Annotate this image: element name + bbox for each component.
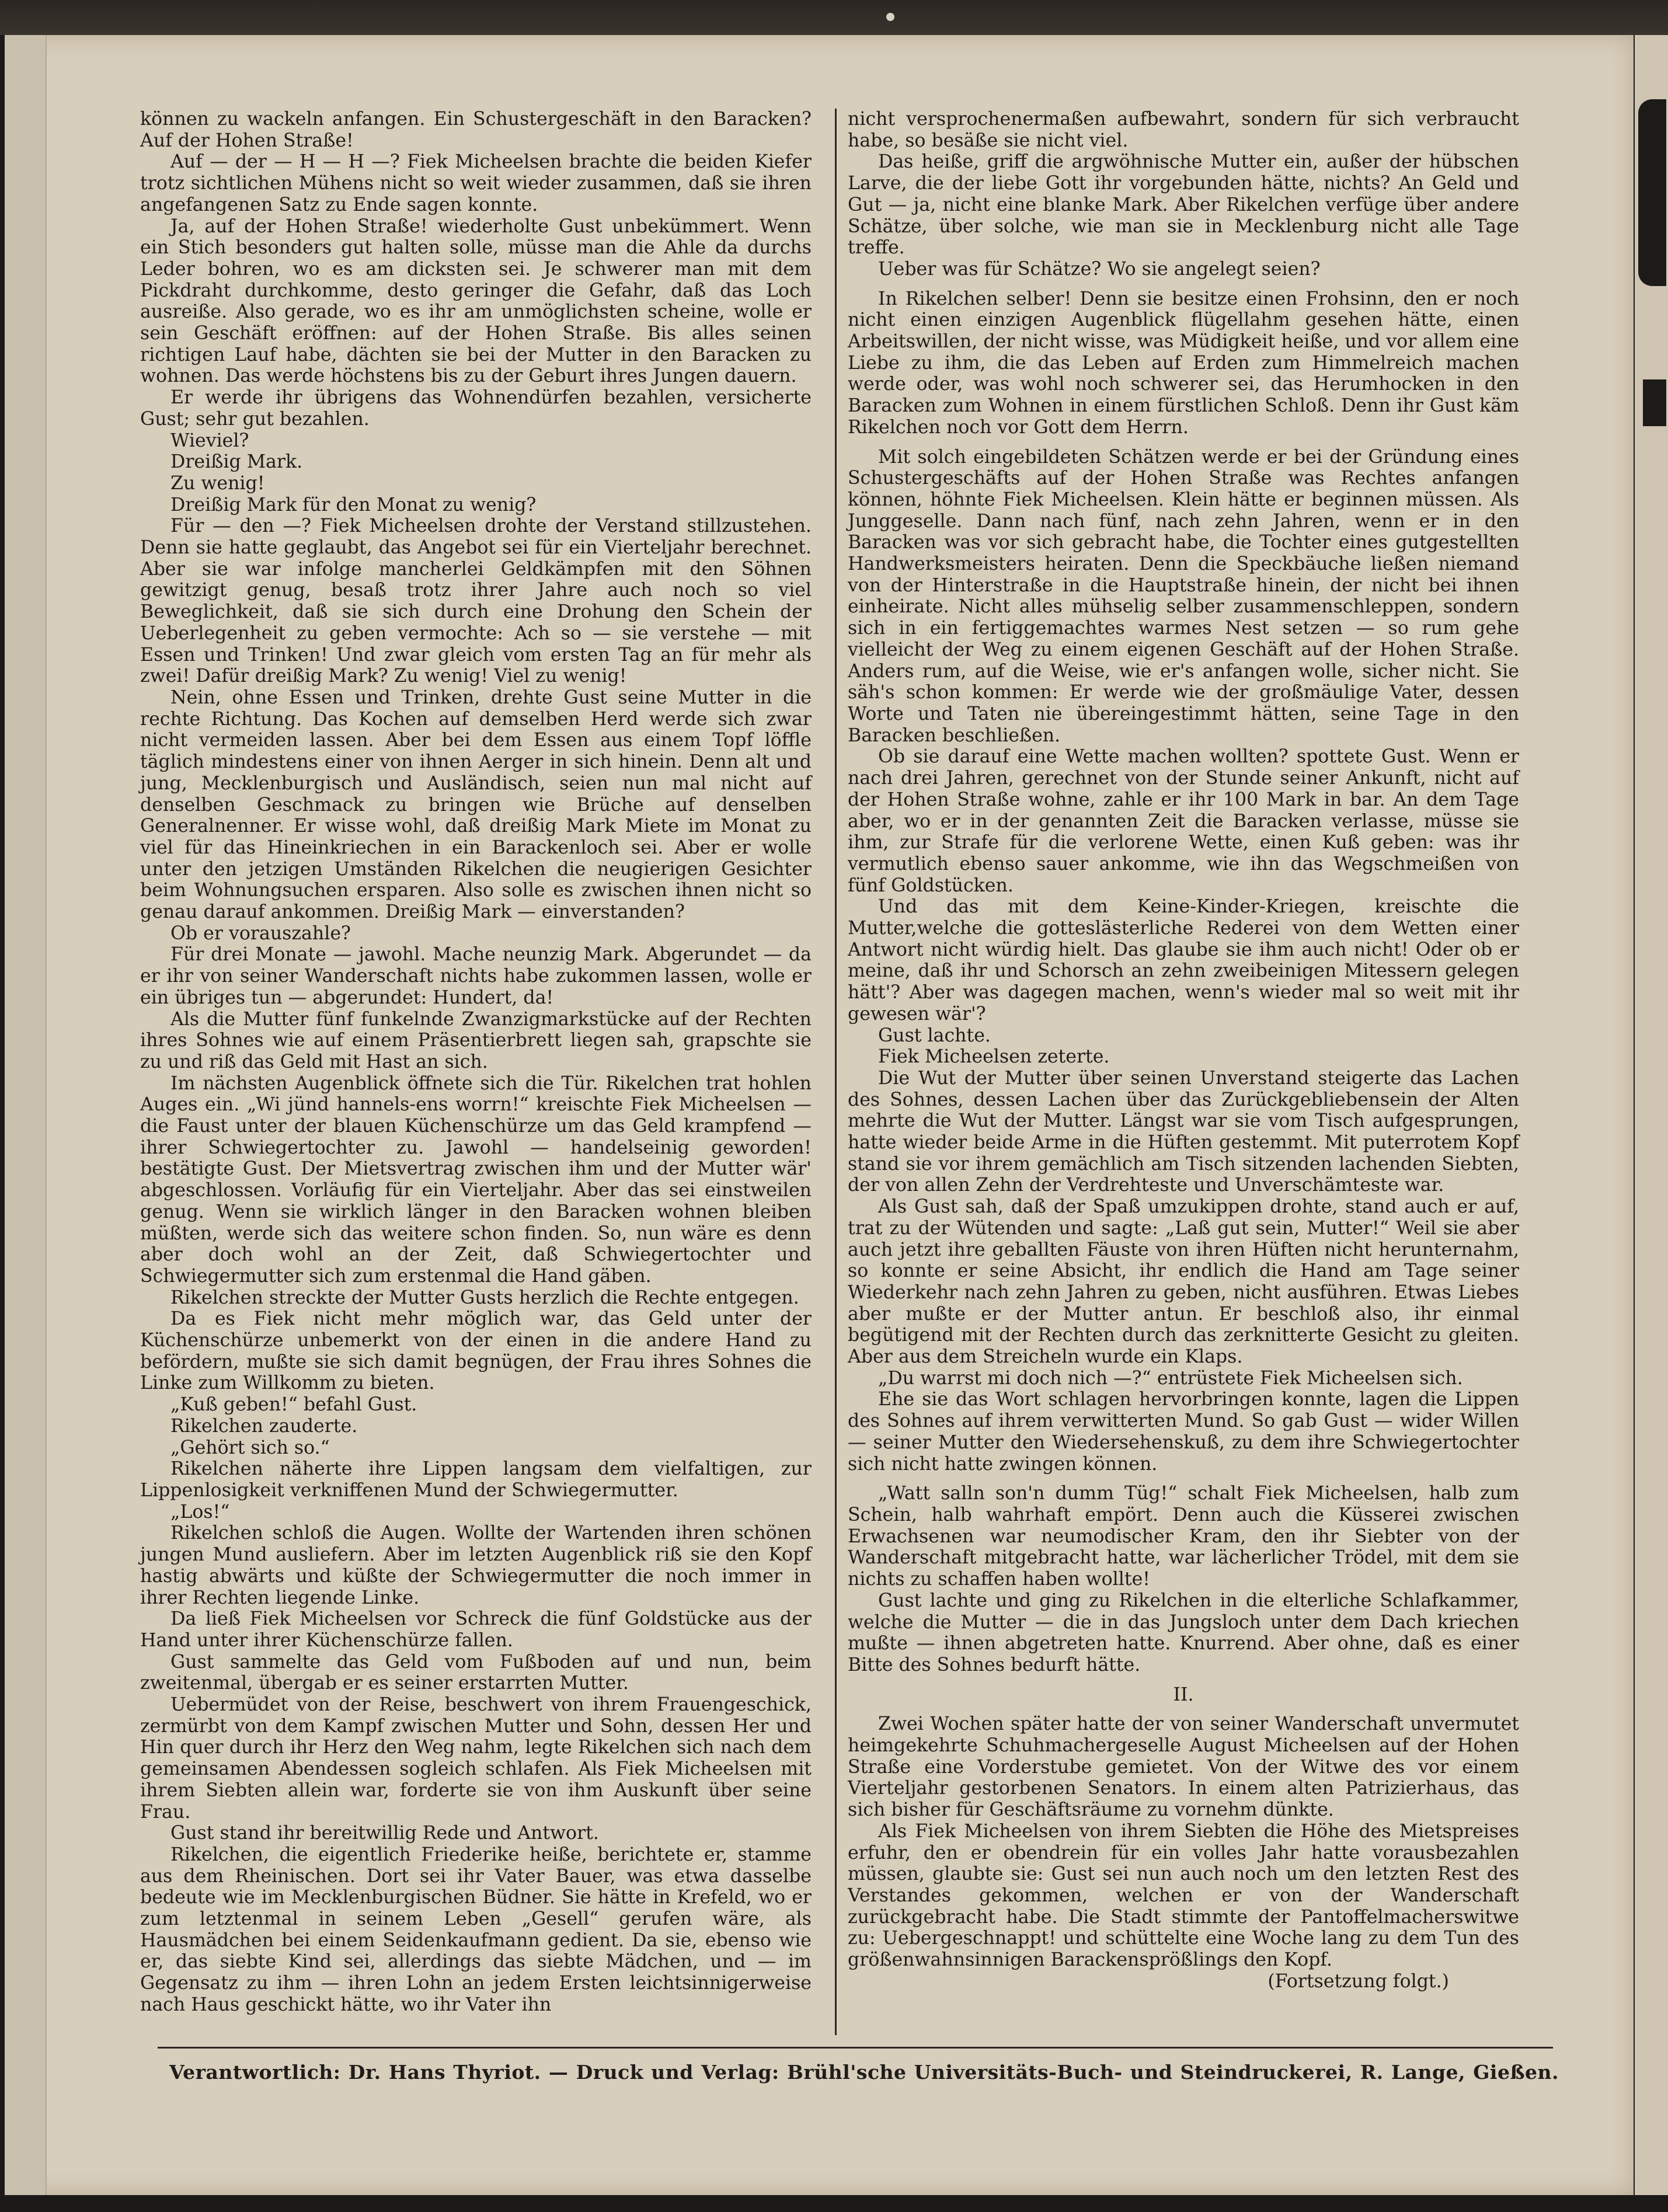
scan-top-edge xyxy=(0,0,1668,35)
paragraph: Das heiße, griff die argwöhnische Mutter ein, außer der hübschen Larve, die der liebe Gott ihr vorgebunden hätte, nichts? An Geld und Gut — ja, nicht eine blanke Mark. Aber Rikelchen verfüge über andere Schätze, über solche, wie man sie in Mecklenburg nicht alle Tage treffe. xyxy=(848,151,1519,259)
paragraph: Gust lachte. xyxy=(878,1025,991,1046)
paragraph: Für — den —? Fiek Micheelsen drohte der Verstand stillzustehen. Denn sie hatte geglaubt, das Angebot sei für ein Vierteljahr berechnet. Aber sie war infolge mancherlei Geldkämpfen mit den Söhnen gewitzigt genug, besaß trotz ihrer Jahre auch noch so viel Beweglichkeit, daß sie sich durch eine Drohung den Schein der Ueberlegenheit zu geben vermochte: Ach so — sie verstehe — mit Essen und Trinken! Und zwar gleich vom ersten Tag an für mehr als zwei! Dafür dreißig Mark? Zu wenig! Viel zu wenig! xyxy=(140,515,812,687)
paragraph: Fiek Micheelsen zeterte. xyxy=(878,1046,1110,1068)
paragraph: nicht versprochenermaßen aufbewahrt, sondern für sich verbraucht habe, so besäße sie nicht viel. xyxy=(848,109,1519,151)
paragraph: „Gehört sich so.“ xyxy=(170,1437,330,1458)
right-column xyxy=(848,109,1519,1992)
paragraph: Ueber was für Schätze? Wo sie angelegt seien? xyxy=(878,258,1321,280)
paragraph: Rikelchen näherte ihre Lippen langsam dem vielfaltigen, zur Lippenlosigkeit verkniffenen Mund der Schwiegermutter. xyxy=(140,1458,812,1501)
paragraph: Wieviel? xyxy=(170,430,249,451)
left-column xyxy=(140,109,812,2016)
paragraph: Als Gust sah, daß der Spaß umzukippen drohte, stand auch er auf, trat zu der Wütenden und sagte: „Laß gut sein, Mutter!“ Weil sie aber auch jetzt ihre geballten Fäuste von ihren Hüften nicht herunternahm, so konnte er seine Absicht, ihr endlich die Hand am Tage seiner Wiederkehr nach zehn Jahren zu geben, nicht ausführen. Etwas Liebes aber mußte er der Mutter antun. Er beschloß also, ihr einmal begütigend mit der Rechten durch das zerknitterte Gesicht zu gleiten. Aber aus dem Streicheln wurde ein Klaps. xyxy=(848,1196,1519,1368)
footer-rule xyxy=(158,2047,1553,2049)
paragraph: Ehe sie das Wort schlagen hervorbringen konnte, lagen die Lippen des Sohnes auf ihrem verwitterten Mund. So gab Gust — wider Willen — seiner Mutter den Wiedersehenskuß, zu dem ihre Schwiegertochter sich nicht hatte zwingen können. xyxy=(848,1389,1519,1475)
paragraph: Ob sie darauf eine Wette machen wollten? spottete Gust. Wenn er nach drei Jahren, gerechnet von der Stunde seiner Ankunft, nicht auf der Hohen Straße wohne, zahle er ihr 100 Mark in bar. An dem Tage aber, wo er in der genannten Zeit die Baracken verlasse, müsse sie ihm, zur Strafe für die verlorene Wette, einen Kuß geben: was ihr vermutlich ebenso sauer ankomme, wie ihn das Wegschmeißen von fünf Goldstücken. xyxy=(848,746,1519,896)
paragraph: Uebermüdet von der Reise, beschwert von ihrem Frauengeschick, zermürbt von dem Kampf zwischen Mutter und Sohn, dessen Her und Hin quer durch ihr Herz den Weg nahm, legte Rikelchen sich nach dem gemeinsamen Abendessen sogleich schlafen. Als Fiek Micheelsen mit ihrem Siebten allein war, forderte sie von ihm Auskunft über seine Frau. xyxy=(140,1694,812,1823)
paragraph: Rikelchen zauderte. xyxy=(170,1415,358,1437)
paragraph: Rikelchen schloß die Augen. Wollte der Wartenden ihren schönen jungen Mund ausliefern. Aber im letzten Augenblick riß sie den Kopf hastig abwärts und küßte der Schwiegermutter die noch immer in ihrer Rechten liegende Linke. xyxy=(140,1523,812,1608)
adjacent-page-edge xyxy=(1635,35,1668,2195)
imprint-line: Verantwortlich: Dr. Hans Thyriot. — Druck und Verlag: Brühl'sche Universitäts-Buch- und Steindruckerei, R. Lange, Gießen. xyxy=(169,2061,1559,2084)
paragraph: Dreißig Mark. xyxy=(170,451,303,473)
paragraph: Mit solch eingebildeten Schätzen werde er bei der Gründung eines Schustergeschäfts auf der Hohen Straße was Rechtes anfangen können, höhnte Fiek Micheelsen. Klein hätte er beginnen müssen. Als Junggeselle. Dann nach fünf, nach zehn Jahren, wenn er in den Baracken was vor sich gebracht habe, die Tochter eines gutgestellten Handwerksmeisters heiraten. Denn die Speckbäuche ließen niemand von der Hinterstraße in die Hauptstraße hinein, der nicht bei ihnen einheirate. Nicht alles mühselig selber zusammenschleppen, sondern sich in ein fertiggemachtes warmes Nest setzen — so rum gehe vielleicht der Weg zu einem eigenen Geschäft auf der Hohen Straße. Anders rum, auf die Weise, wie er's anfangen wolle, sicher nicht. Sie säh's schon kommen: Er werde wie der großmäulige Vater, dessen Worte und Taten nie übereingestimmt hätten, seine Tage in den Baracken beschließen. xyxy=(848,446,1519,746)
paragraph: Ob er vorauszahle? xyxy=(170,922,351,944)
paragraph: Zwei Wochen später hatte der von seiner Wanderschaft unvermutet heimgekehrte Schuhmachergeselle August Micheelsen auf der Hohen Straße eine Vorderstube gemietet. Von der Witwe des vor einem Vierteljahr gestorbenen Senators. In einem alten Patrizierhaus, das sich bisher für Geschäftsräume zu vornehm dünkte. xyxy=(848,1713,1519,1821)
paragraph: Zu wenig! xyxy=(170,472,265,494)
paragraph: Gust lachte und ging zu Rikelchen in die elterliche Schlafkammer, welche die Mutter — die in das Jungsloch unter dem Dach kriechen mußte — ihnen abgetreten hatte. Knurrend. Aber ohne, daß es einer Bitte des Sohnes bedurft hätte. xyxy=(848,1590,1519,1675)
paragraph: Und das mit dem Keine-Kinder-Kriegen, kreischte die Mutter,welche die gotteslästerliche Rederei von dem Wetten einer Antwort nicht würdig hielt. Das glaube sie ihm auch nicht! Oder ob er meine, daß ihr und Schorsch an zehn zweibeinigen Mitessern gelegen hätt'? Aber was dagegen machen, wenn's wieder mal so weit mit ihr gewesen wär'? xyxy=(848,896,1519,1025)
continuation-note: (Fortsetzung folgt.) xyxy=(1267,1970,1449,1992)
paragraph: Dreißig Mark für den Monat zu wenig? xyxy=(170,494,537,515)
paragraph: „Kuß geben!“ befahl Gust. xyxy=(170,1394,417,1416)
column-divider xyxy=(835,109,837,2035)
paragraph: Für drei Monate — jawohl. Mache neunzig Mark. Abgerundet — da er ihr von seiner Wanderschaft nichts habe zukommen lassen, wolle er ein übriges tun — abgerundet: Hundert, da! xyxy=(140,944,812,1008)
paragraph: Als die Mutter fünf funkelnde Zwanzigmarkstücke auf der Rechten ihres Sohnes wie auf einem Präsentierbrett liegen sah, grapschte sie zu und riß das Geld mit Hast an sich. xyxy=(140,1008,812,1072)
paragraph: Er werde ihr übrigens das Wohnendürfen bezahlen, versicherte Gust; sehr gut bezahlen. xyxy=(140,387,812,430)
binding-hole xyxy=(886,13,894,21)
paragraph: Ja, auf der Hohen Straße! wiederholte Gust unbekümmert. Wenn ein Stich besonders gut halten solle, müsse man die Ahle da durchs Leder bohren, wo es am dicksten sei. Je schwerer man mit dem Pickdraht durchkomme, desto geringer die Gefahr, daß das Loch ausreiße. Also gerade, wo es ihr am unmöglichsten scheine, wolle er sein Geschäft eröffnen: auf der Hohen Straße. Bis alles seinen richtigen Lauf habe, dächten sie bei der Mutter in den Baracken zu wohnen. Das werde höchstens bis zu der Geburt ihres Jungen dauern. xyxy=(140,215,812,387)
paragraph: Gust stand ihr bereitwillig Rede und Antwort. xyxy=(170,1823,599,1844)
paragraph: Rikelchen streckte der Mutter Gusts herzlich die Rechte entgegen. xyxy=(170,1287,799,1308)
adjacent-page-letter-fragment xyxy=(1643,379,1666,426)
paragraph: „Watt salln son'n dumm Tüg!“ schalt Fiek Micheelsen, halb zum Schein, halb wahrhaft empört. Denn auch die Küsserei zwischen Erwachsenen war neumodischer Kram, den ihr Siebter von der Wanderschaft mitgebracht hatte, war lächerlicher Trödel, mit dem sie nichts zu schaffen haben wollte! xyxy=(848,1483,1519,1590)
paragraph: Im nächsten Augenblick öffnete sich die Tür. Rikelchen trat hohlen Auges ein. „Wi jünd hannels-ens worrn!“ kreischte Fiek Micheelsen — die Faust unter der blauen Küchenschürze um das Geld krampfend — ihrer Schwiegertochter zu. Jawohl — handelseinig geworden! bestätigte Gust. Der Mietsvertrag zwischen ihm und der Mutter wär' abgeschlossen. Vorläufig für ein Vierteljahr. Aber das sei einstweilen genug. Wenn sie wirklich länger in den Baracken wohnen bleiben müßten, werde sich das weitere schon finden. So, nun wäre es denn aber doch wohl an der Zeit, daß Schwiegertochter und Schwiegermutter sich zum erstenmal die Hand gäben. xyxy=(140,1072,812,1287)
paragraph: Rikelchen, die eigentlich Friederike heiße, berichtete er, stamme aus dem Rheinischen. Dort sei ihr Vater Bauer, was etwa dasselbe bedeute wie im Mecklenburgischen Büdner. Sie hätte in Krefeld, wo er zum letztenmal in seinem Leben „Gesell“ gerufen wäre, als Hausmädchen bei einem Seidenkaufmann gedient. Da sie, ebenso wie er, das siebte Kind sei, allerdings das siebte Mädchen, und — im Gegensatz zu ihm — ihren Lohn an jedem Ersten leichtsinnigerweise nach Haus geschickt hätte, wo ihr Vater ihn xyxy=(140,1844,812,2015)
paragraph: können zu wackeln anfangen. Ein Schustergeschäft in den Baracken? Auf der Hohen Straße! xyxy=(140,109,812,151)
paragraph: In Rikelchen selber! Denn sie besitze einen Frohsinn, den er noch nicht einen einzigen Augenblick flügellahm gesehen hätte, einen Arbeitswillen, der nicht wisse, was Müdigkeit heiße, und vor allem eine Liebe zu ihm, die das Leben auf Erden zum Himmelreich machen werde oder, was wohl noch schwerer sei, das Herumhocken in den Baracken zum Wohnen in einem fürstlichen Schloß. Denn ihr Gust käm Rikelchen noch vor Gott dem Herrn. xyxy=(848,288,1519,438)
paragraph: Auf — der — H — H —? Fiek Micheelsen brachte die beiden Kiefer trotz sichtlichen Mühens nicht so weit wieder zusammen, daß sie ihren angefangenen Satz zu Ende sagen konnte. xyxy=(140,151,812,215)
page-margin-band xyxy=(5,35,47,2195)
paragraph: „Los!“ xyxy=(170,1501,230,1523)
paragraph: „Du warrst mi doch nich —?“ entrüstete Fiek Micheelsen sich. xyxy=(878,1367,1463,1389)
paragraph: Gust sammelte das Geld vom Fußboden auf und nun, beim zweitenmal, übergab er es seiner erstarrten Mutter. xyxy=(140,1651,812,1694)
section-heading: II. xyxy=(1173,1684,1194,1705)
paragraph: Die Wut der Mutter über seinen Unverstand steigerte das Lachen des Sohnes, dessen Lachen über das Zurückgebliebensein der Alten mehrte die Wut der Mutter. Längst war sie vom Tisch aufgesprungen, hatte wieder beide Arme in die Hüften gestemmt. Mit puterrotem Kopf stand sie vor ihrem gemächlich am Tisch sitzenden lachenden Siebten, der von allen Zehn der Verdrehteste und Unverschämteste war. xyxy=(848,1067,1519,1196)
paragraph: Nein, ohne Essen und Trinken, drehte Gust seine Mutter in die rechte Richtung. Das Kochen auf demselben Herd werde sich zwar nicht vermeiden lassen. Aber bei dem Essen aus einem Topf löffle täglich mindestens einer von ihnen Aerger in sich hinein. Denn alt und jung, Mecklenburgisch und Ausländisch, seien nun mal nicht auf denselben Geschmack zu bringen wie Brüche auf denselben Generalnenner. Er wisse wohl, daß dreißig Mark Miete im Monat zu viel für das Hineinkriechen in ein Barackenloch sei. Aber er wolle unter den jetzigen Umständen Rikelchen die neugierigen Gesichter beim Wohnungsuchen ersparen. Also solle es zwischen ihnen nicht so genau darauf ankommen. Dreißig Mark — einverstanden? xyxy=(140,687,812,923)
paragraph: Als Fiek Micheelsen von ihrem Siebten die Höhe des Mietspreises erfuhr, den er obendrein für ein volles Jahr hatte vorausbezahlen müssen, glaubte sie: Gust sei nun auch noch um den letzten Rest des Verstandes gekommen, welchen er von der Wanderschaft zurückgebracht habe. Die Stadt stimmte der Pantoffelmacherswitwe zu: Uebergeschnappt! und schüttelte eine Woche lang zu dem Tun des größenwahnsinnigen Barackensprößlings den Kopf. xyxy=(848,1820,1519,1971)
adjacent-page-letter-fragment xyxy=(1638,99,1666,286)
paragraph: Da ließ Fiek Micheelsen vor Schreck die fünf Goldstücke aus der Hand unter ihrer Küchenschürze fallen. xyxy=(140,1608,812,1651)
paragraph: Da es Fiek nicht mehr möglich war, das Geld unter der Küchenschürze unbemerkt von der einen in die andere Hand zu befördern, mußte sie sich damit begnügen, der Frau ihres Sohnes die Linke zum Willkomm zu bieten. xyxy=(140,1308,812,1394)
